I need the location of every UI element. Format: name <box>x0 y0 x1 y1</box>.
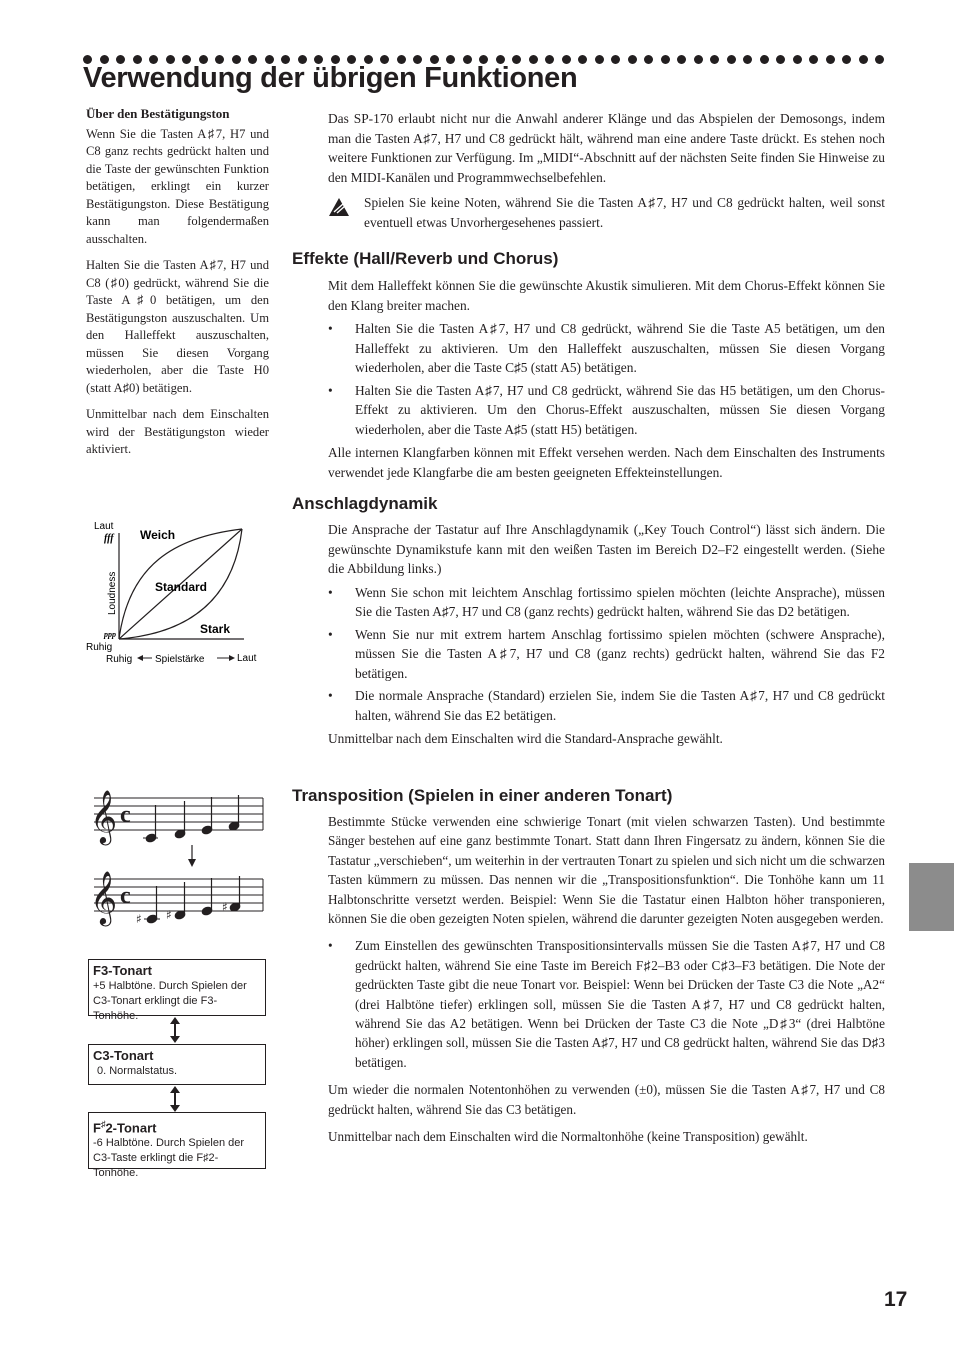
treble-clef-icon: 𝄞 <box>90 870 118 924</box>
effekte-section <box>328 276 885 486</box>
sharp-icon: ♯ <box>166 908 172 922</box>
x-axis-label: Spielstärke <box>155 654 205 665</box>
effekte-paragraph: Alle internen Klangfarben können mit Effekt versehen werden. Nach dem Einschalten des Instruments verwendet jede Klangfarbe die am besten geeigneten Effekteinstellungen. <box>328 445 885 480</box>
rule-dot <box>694 55 703 64</box>
rule-dot <box>875 55 884 64</box>
list-item: • Halten Sie die Tasten A♯7, H7 und C8 gedrückt, während Sie das H5 betätigen, um den Chorus-Effekt zu aktivieren. Um den Chorus-Effekt auszuschalten, müssen Sie diesen Vorgang wiederholen, aber die Taste A♯5 (statt H5) betätigen. <box>328 381 885 440</box>
rule-dot <box>826 55 835 64</box>
c3-desc: 0. Normalstatus. <box>97 1065 178 1077</box>
sidebar-paragraph: Halten Sie die Tasten A♯7, H7 und C8 (♯0) gedrückt, während Sie die Taste A♯0 betätigen, um den Bestätigungston auszuschalten. Um den Halleffekt auszuschalten, müssen Sie diesen Vorgang wiederholen, aber die Taste H0 (statt A♯0) betätigen. <box>86 258 269 395</box>
fs2-title <box>93 1116 261 1136</box>
curve-label-standard: Standard <box>155 580 208 594</box>
c3-key-box <box>88 1044 266 1085</box>
fs2-title-pre: F <box>93 1120 101 1136</box>
y-axis-label: Loudness <box>107 571 118 615</box>
list-item: • Wenn Sie schon mit leichtem Anschlag fortissimo spielen möchten (leichte Ansprache), müssen Sie die Tasten A♯7, H7 und C8 (ganz rechts) gedrückt halten, während Sie das D2 betätigen. <box>328 583 885 622</box>
curve-label-weich: Weich <box>140 528 176 542</box>
section-heading-anschlagdynamik: Anschlagdynamik <box>292 494 438 513</box>
anschlag-paragraph: Unmittelbar nach dem Einschalten wird die Standard-Ansprache gewählt. <box>328 731 723 746</box>
rule-dot <box>809 55 818 64</box>
curve-label-stark: Stark <box>200 622 231 636</box>
sidebar-heading: Über den Bestätigungston <box>86 106 230 121</box>
fs2-desc <box>93 1136 261 1181</box>
updown-arrow-icon <box>167 1085 183 1113</box>
f3-desc-line1: +5 Halbtöne. Durch Spielen der <box>93 980 247 992</box>
fs2-key-box <box>88 1112 266 1180</box>
y-top-label: Laut <box>94 521 114 532</box>
list-item: • Halten Sie die Tasten A♯7, H7 und C8 gedrückt, während Sie die Taste A5 betätigen, um den Halleffekt zu aktivieren. Um den Halleffekt auszuschalten, müssen Sie diesen Vorgang wiederholen, aber die Taste C♯5 (statt A5) betätigen. <box>328 319 885 378</box>
x-arrow-right-head <box>229 655 235 661</box>
y-bottom-label: Ruhig <box>86 642 113 653</box>
sharp-icon: ♯ <box>222 900 228 914</box>
fs2-title-sharp: ♯ <box>100 1119 106 1129</box>
rule-dot <box>859 55 868 64</box>
rule-dot <box>743 55 752 64</box>
x-right-label: Laut <box>237 653 257 664</box>
touch-curve-diagram <box>84 515 274 670</box>
rule-dot <box>628 55 637 64</box>
f3-desc-line2: C3-Tonart erklingt die F3-Tonhöhe. <box>93 995 218 1022</box>
rule-dot <box>661 55 670 64</box>
page-number: 17 <box>884 1288 908 1311</box>
rule-dot <box>710 55 719 64</box>
c3-title: C3-Tonart <box>93 1048 154 1063</box>
transposition-paragraph: Um wieder die normalen Notentonhöhen zu verwenden (±0), müssen Sie die Tasten A♯7, H7 und C8 gedrückt halten, während Sie das C3 betätigen. <box>328 1082 885 1117</box>
treble-clef-icon: 𝄞 <box>90 789 118 843</box>
transposition-paragraph: Bestimmte Stücke verwenden eine schwierige Tonart (mit vielen schwarzen Tasten). Und bestimmte Sänger bestehen auf eine ganz bestimmte Tonart. Statt dann Ihren Fingersatz zu ändern, können Sie die Tastatur „verschieben“, um weiterhin in der vertrauten Tonart zu spielen und sich nicht um die schwarzen Tasten kümmern zu müssen. Das nennen wir die „Transpositionsfunktion“. Die Tonhöhe kann um 11 Halbtonschritte versetzt werden. Beispiel: Wenn Sie die Tastatur einen Halbton höher transponieren, können Sie die oben gezeigten Noten spielen, während die darunter gezeigten Noten ausgegeben werden. <box>328 814 885 927</box>
anschlag-paragraph: Die Ansprache der Tastatur auf Ihre Anschlagdynamik („Key Touch Control“) lässt sich ändern. Die gewünschte Dynamikstufe kann mit den weißen Tasten im Bereich D2–F2 eingestellt werden. (Siehe die Abbildung links.) <box>328 522 885 576</box>
sidebar-paragraph: Unmittelbar nach dem Einschalten wird der Bestätigungston wieder aktiviert. <box>86 407 269 456</box>
x-left-label: Ruhig <box>106 654 133 665</box>
rule-dot <box>578 55 587 64</box>
rule-dot <box>595 55 604 64</box>
list-item: • Zum Einstellen des gewünschten Transpositionsintervalls müssen Sie die Tasten A♯7, H7 und C8 gedrückt halten, während Sie eine Taste im Bereich F♯2–B3 oder C♯3–F3 betätigen. Die Note der gedrückten Taste gibt die neue Tonart vor. Beispiel: Wenn bei Drücken der Taste C3 die Note „A2“ (drei Halbtöne tiefer) erklingen soll, müssen Sie die Tasten A♯7, H7 und C8 gedrückt halten, während Sie das A2 betätigen. Wenn bei Drücken der Taste C3 die Note „D♯3“ (drei Halbtöne höher) erklingen soll, müssen Sie die Tasten A♯7, H7 und C8 gedrückt halten, während Sie das D♯3 betätigen. <box>328 936 885 1072</box>
sharp-icon: ♯ <box>136 912 142 926</box>
x-arrow-left-head <box>137 655 143 661</box>
f3-title: F3-Tonart <box>93 963 152 978</box>
transposition-notation <box>88 785 268 930</box>
anschlag-list <box>328 583 885 726</box>
f3-key-box <box>88 959 266 1022</box>
warning-note <box>328 193 885 232</box>
rule-dot <box>727 55 736 64</box>
rule-dot <box>776 55 785 64</box>
fs2-desc-line2: C3-Taste erklingt die F♯2-Tonhöhe. <box>93 1152 219 1180</box>
section-heading-transposition: Transposition (Spielen in einer anderen Tonart) <box>292 786 673 805</box>
notes-bottom <box>136 876 241 926</box>
fs2-title-post: 2-Tonart <box>105 1120 157 1136</box>
section-heading-effekte: Effekte (Hall/Reverb und Chorus) <box>292 249 559 268</box>
common-time-icon: c <box>120 802 131 828</box>
rule-dot <box>677 55 686 64</box>
transposition-paragraph: Unmittelbar nach dem Einschalten wird die Normaltonhöhe (keine Transposition) gewählt. <box>328 1129 808 1145</box>
warning-icon <box>328 193 364 223</box>
common-time-icon: c <box>120 883 131 909</box>
sidebar-paragraph: Wenn Sie die Tasten A♯7, H7 und C8 ganz rechts gedrückt halten und die Taste der gewünschten Funktion betätigen, erklingt ein kurzer Bestätigungston. Diese Bestätigung kann man folgendermaßen ausschalten. <box>86 126 269 246</box>
rule-dot <box>793 55 802 64</box>
rule-dot <box>760 55 769 64</box>
effekte-paragraph: Mit dem Halleffekt können Sie die gewünschte Akustik simulieren. Mit dem Chorus-Effekt können Sie den Klang breiter machen. <box>328 278 885 313</box>
intro-paragraph: Das SP-170 erlaubt nicht nur die Anwahl anderer Klänge und das Abspielen der Demosongs, indem man die Tasten A♯7, H7 und C8 gedrückt hält, während man eine andere Taste drückt. Es stehen noch weitere Funktionen zur Verfügung. Im „MIDI“-Abschnitt auf der nächsten Seite finden Sie Hinweise zu den MIDI-Kanälen und Programmwechselbefehlen. <box>328 111 885 185</box>
updown-arrow-icon <box>167 1016 183 1044</box>
intro-section <box>328 109 885 232</box>
list-item: • Die normale Ansprache (Standard) erzielen Sie, indem Sie die Tasten A♯7, H7 und C8 gedrückt halten, während Sie das E2 betätigen. <box>328 686 885 725</box>
effekte-list <box>328 319 885 439</box>
down-arrow-icon <box>188 859 196 867</box>
y-top-dynamic: fff <box>104 533 114 544</box>
rule-dot <box>644 55 653 64</box>
rule-dot <box>842 55 851 64</box>
chapter-tab <box>909 863 954 931</box>
transposition-section <box>328 812 885 1151</box>
transposition-list <box>328 936 885 1072</box>
page-title: Verwendung der übrigen Funktionen <box>83 62 578 94</box>
fs2-desc-line1: -6 Halbtöne. Durch Spielen der <box>93 1137 245 1150</box>
warning-text: Spielen Sie keine Noten, während Sie die Tasten A♯7, H7 und C8 gedrückt halten, weil sonst eventuell etwas Unvorhergesehenes passiert. <box>364 195 885 230</box>
anschlag-section <box>328 520 885 753</box>
rule-dot <box>611 55 620 64</box>
notes-top <box>143 795 240 843</box>
sidebar-note <box>86 105 269 468</box>
list-item: • Wenn Sie nur mit extrem hartem Anschlag fortissimo spielen möchten (schwere Ansprache), müssen Sie die Tasten A♯7, H7 und C8 (ganz rechts) gedrückt halten, während Sie das F2 betätigen. <box>328 625 885 684</box>
y-bottom-dynamic: ppp <box>104 630 116 639</box>
